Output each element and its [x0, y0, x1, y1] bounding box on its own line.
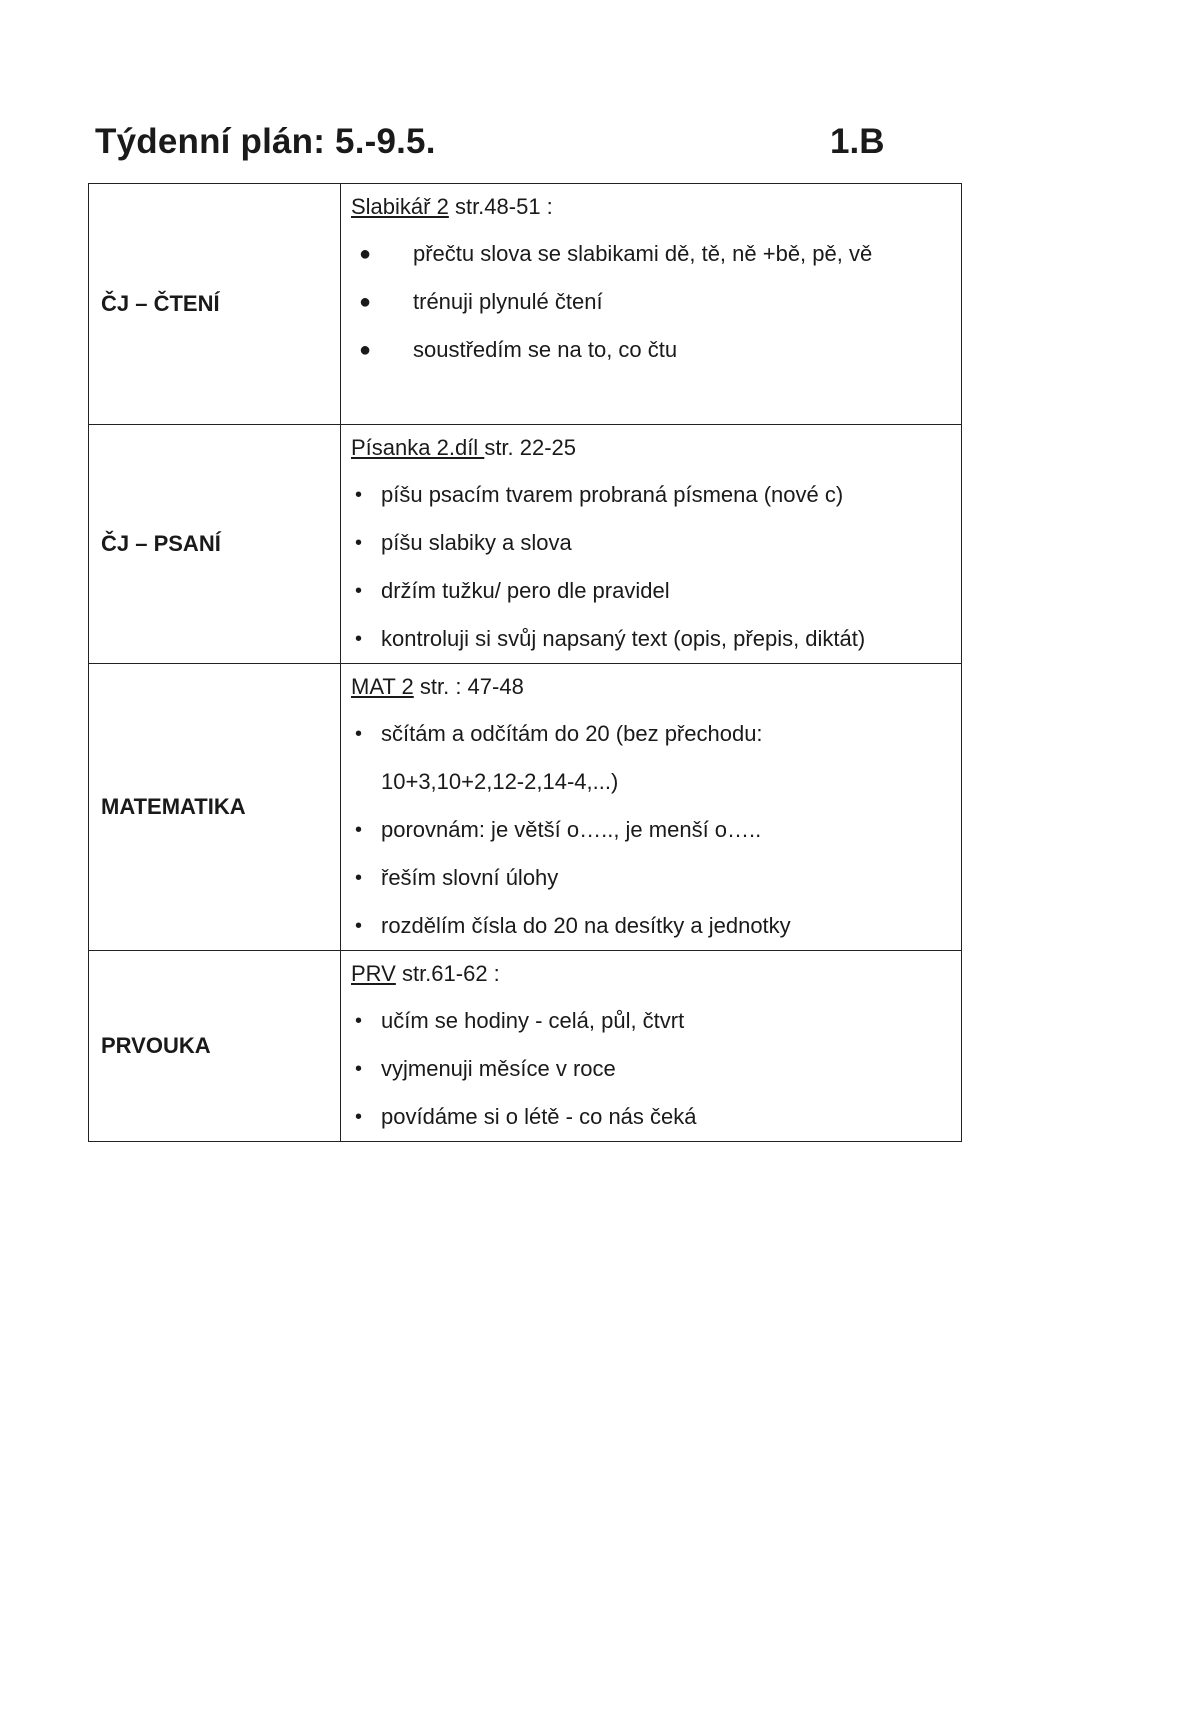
- bullet-icon: •: [355, 1010, 363, 1032]
- content-cell: [341, 951, 962, 1142]
- book-reference: [351, 184, 961, 230]
- subject-label: PRVOUKA: [101, 1033, 211, 1058]
- book-title: Písanka 2.díl: [351, 435, 485, 460]
- book-pages: str.61-62 :: [395, 961, 500, 986]
- book-reference: [351, 664, 961, 710]
- goal-text: trénuji plynulé čtení: [413, 289, 603, 314]
- list-item: [351, 567, 961, 615]
- list-item: [351, 1045, 961, 1093]
- goal-list: [351, 230, 961, 374]
- goal-list: [351, 710, 961, 758]
- subject-cell: [89, 184, 341, 425]
- bullet-icon: •: [355, 1106, 363, 1128]
- goal-text: sčítám a odčítám do 20 (bez přechodu:: [381, 721, 763, 746]
- book-title: PRV: [351, 961, 396, 986]
- bullet-icon: •: [355, 484, 363, 506]
- weekly-plan-table: [88, 183, 962, 1142]
- subject-label: MATEMATIKA: [101, 794, 246, 819]
- content-cell: [341, 184, 962, 425]
- class-label: 1.B: [830, 122, 885, 161]
- bullet-icon: •: [355, 867, 363, 889]
- list-item: [351, 326, 961, 374]
- table-row: [89, 184, 962, 425]
- goal-text: řeším slovní úlohy: [381, 865, 559, 890]
- list-item: [351, 471, 961, 519]
- list-item: [351, 854, 961, 902]
- goal-text: píšu slabiky a slova: [381, 530, 572, 555]
- subject-cell: [89, 951, 341, 1142]
- table-row: [89, 425, 962, 664]
- page-title: Týdenní plán: 5.-9.5.: [95, 122, 436, 161]
- goal-text-continuation: 10+3,10+2,12-2,14-4,...): [381, 769, 619, 794]
- list-item: [351, 230, 961, 278]
- content-cell: [341, 425, 962, 664]
- subject-cell: [89, 664, 341, 951]
- bullet-icon: ●: [359, 291, 372, 313]
- goal-text: povídáme si o létě - co nás čeká: [381, 1104, 697, 1129]
- list-item: [351, 519, 961, 567]
- goal-text: kontroluji si svůj napsaný text (opis, přepis, diktát): [381, 626, 866, 651]
- bullet-icon: •: [355, 532, 363, 554]
- book-pages: str. : 47-48: [413, 674, 524, 699]
- book-pages: str. 22-25: [484, 435, 577, 460]
- bullet-icon: ●: [359, 339, 372, 361]
- goal-text: učím se hodiny - celá, půl, čtvrt: [381, 1008, 685, 1033]
- list-item: [351, 278, 961, 326]
- goal-text: vyjmenuji měsíce v roce: [381, 1056, 616, 1081]
- bullet-icon: •: [355, 1058, 363, 1080]
- goal-text: soustředím se na to, co čtu: [413, 337, 678, 362]
- goal-text: přečtu slova se slabikami dě, tě, ně +bě, pě, vě: [413, 241, 873, 266]
- subject-label: ČJ – PSANÍ: [101, 531, 221, 556]
- book-reference: [351, 425, 961, 471]
- goal-text: píšu psacím tvarem probraná písmena (nové c): [381, 482, 844, 507]
- goal-text: porovnám: je větší o….., je menší o…..: [381, 817, 762, 842]
- bullet-icon: ●: [359, 243, 372, 265]
- bullet-icon: •: [355, 580, 363, 602]
- subject-label: ČJ – ČTENÍ: [101, 291, 220, 316]
- list-item: [351, 997, 961, 1045]
- bullet-icon: •: [355, 819, 363, 841]
- book-reference: [351, 951, 961, 997]
- table-row: [89, 951, 962, 1142]
- bullet-icon: •: [355, 628, 363, 650]
- table-row: [89, 664, 962, 951]
- bullet-icon: •: [355, 723, 363, 745]
- book-pages: str.48-51 :: [448, 194, 553, 219]
- list-item: [351, 615, 961, 663]
- list-item: [351, 710, 961, 758]
- subject-cell: [89, 425, 341, 664]
- goal-list: [351, 471, 961, 663]
- bullet-icon: •: [355, 915, 363, 937]
- book-title: MAT 2: [351, 674, 414, 699]
- goal-text: držím tužku/ pero dle pravidel: [381, 578, 670, 603]
- list-item: [351, 1093, 961, 1141]
- goal-text: rozdělím čísla do 20 na desítky a jednotky: [381, 913, 791, 938]
- goal-list: [351, 806, 961, 950]
- goal-list: [351, 997, 961, 1141]
- list-item: [351, 902, 961, 950]
- content-cell: [341, 664, 962, 951]
- list-item: [351, 806, 961, 854]
- book-title: Slabikář 2: [351, 194, 449, 219]
